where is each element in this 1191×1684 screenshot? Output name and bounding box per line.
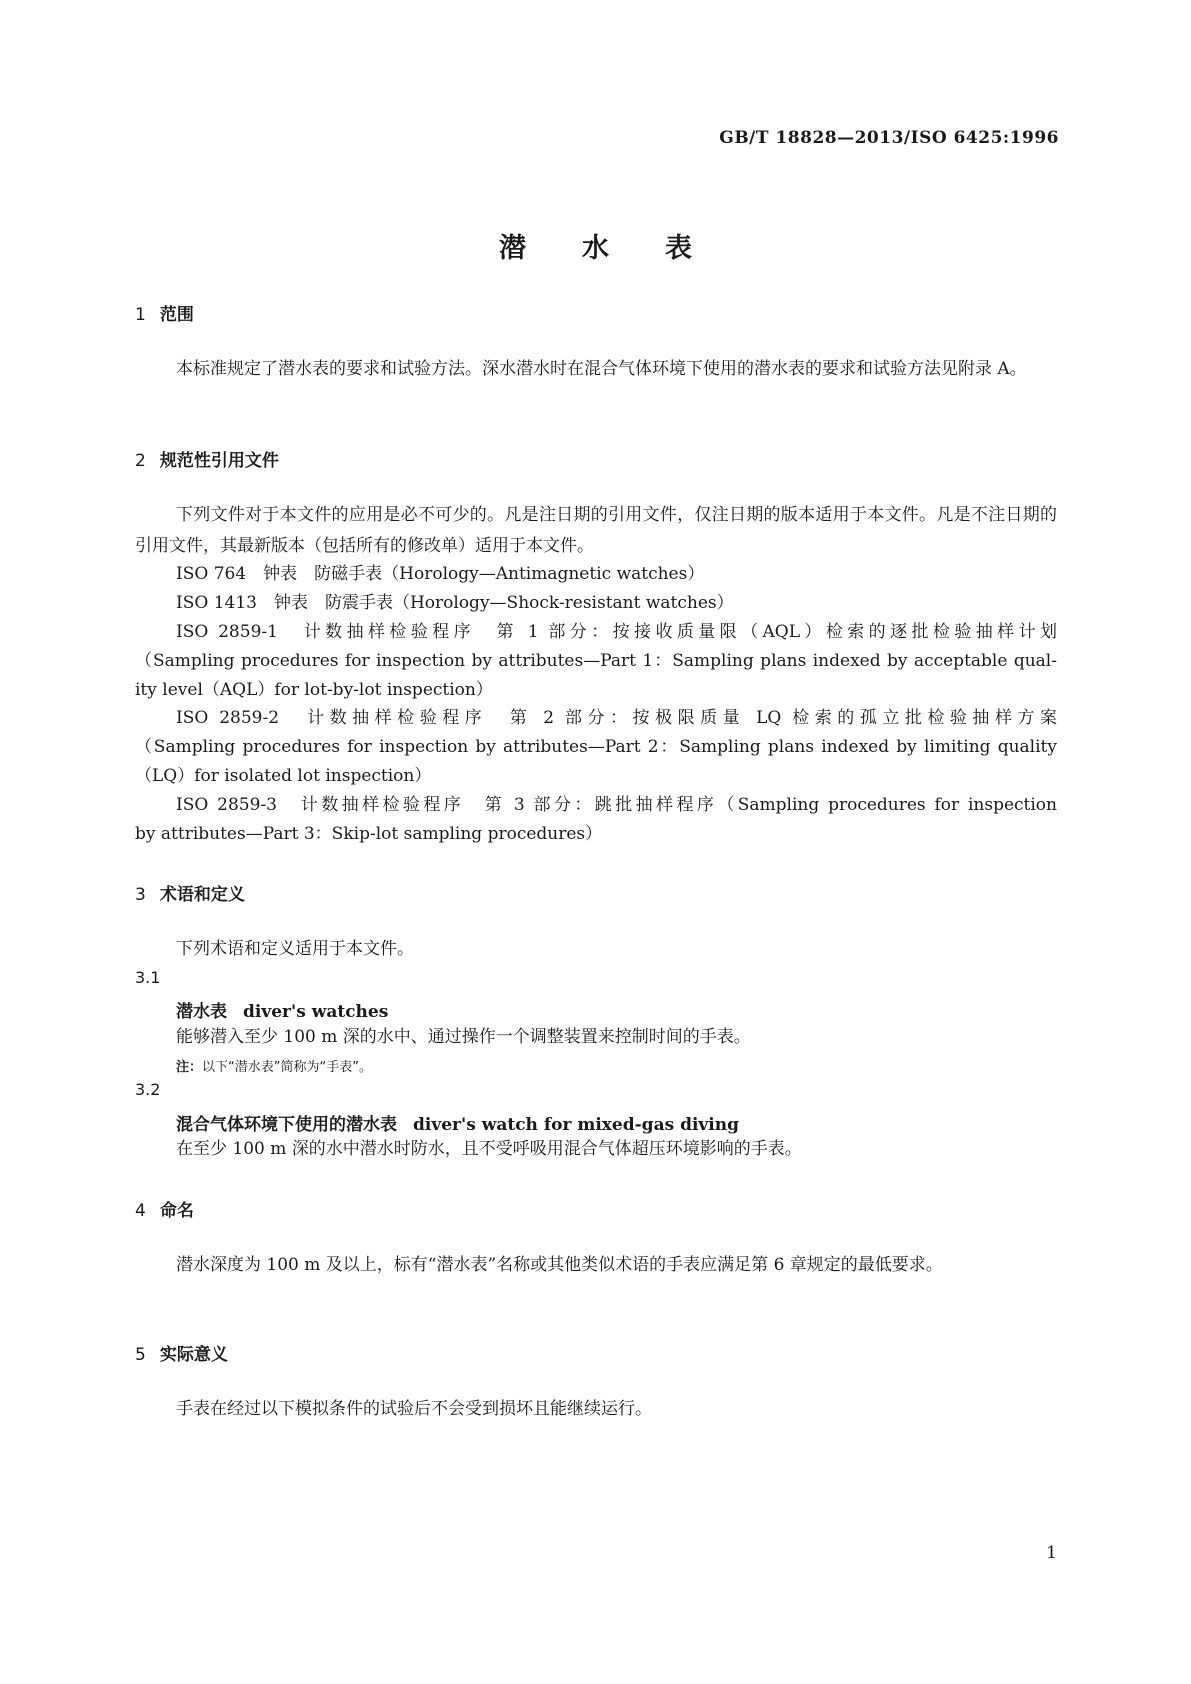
title-char: 表 — [665, 233, 692, 264]
reference-iso-2859-2-line: （LQ）for isolated lot inspection） — [135, 766, 432, 786]
section-title: 实际意义 — [159, 1345, 228, 1365]
reference-iso-2859-3-line: ISO 2859-3 计数抽样检验程序 第 3 部分：跳批抽样程序（Sampling procedures for inspection — [176, 795, 1057, 815]
paragraph-scope: 本标准规定了潜水表的要求和试验方法。深水潜水时在混合气体环境下使用的潜水表的要求和试验方法见附录 A。 — [176, 359, 1027, 379]
section-title: 规范性引用文件 — [159, 451, 279, 471]
section-heading-scope — [135, 300, 194, 325]
section-number: 2 — [135, 451, 146, 471]
section-heading-normative-references — [135, 446, 279, 471]
section-number: 1 — [135, 305, 146, 325]
note-text: 以下“潜水表”简称为“手表”。 — [202, 1060, 372, 1075]
paragraph-practical-significance: 手表在经过以下模拟条件的试验后不会受到损坏且能继续运行。 — [176, 1399, 652, 1419]
term-en: diver's watch for mixed-gas diving — [413, 1115, 740, 1135]
title-char: 水 — [582, 233, 609, 264]
note-label: 注： — [176, 1060, 203, 1075]
section-title: 命名 — [159, 1201, 194, 1221]
section-heading-terms — [135, 880, 245, 905]
page-number: 1 — [1046, 1543, 1057, 1563]
standard-code: GB/T 18828—2013/ISO 6425:1996 — [719, 128, 1059, 148]
reference-iso-764: ISO 764 钟表 防磁手表（Horology—Antimagnetic watches） — [176, 564, 705, 584]
term-title — [176, 997, 388, 1022]
reference-iso-2859-1-line: （Sampling procedures for inspection by attributes—Part 1：Sampling plans indexed by acceptable qual- — [135, 651, 1057, 671]
term-zh: 潜水表 — [176, 1002, 227, 1022]
section-heading-practical-significance — [135, 1340, 228, 1365]
term-number: 3.2 — [135, 1080, 161, 1099]
term-title — [176, 1110, 739, 1135]
title-char: 潜 — [499, 233, 526, 264]
term-en: diver's watches — [243, 1002, 389, 1022]
page-title — [0, 226, 1191, 265]
term-zh: 混合气体环境下使用的潜水表 — [176, 1115, 397, 1135]
section-number: 5 — [135, 1345, 146, 1365]
term-definition: 在至少 100 m 深的水中潜水时防水，且不受呼吸用混合气体超压环境影响的手表。 — [176, 1139, 802, 1159]
section-number: 4 — [135, 1201, 146, 1221]
term-number: 3.1 — [135, 968, 161, 987]
term-definition: 能够潜入至少 100 m 深的水中、通过操作一个调整装置来控制时间的手表。 — [176, 1027, 751, 1047]
paragraph-designation: 潜水深度为 100 m 及以上，标有“潜水表”名称或其他类似术语的手表应满足第 6 章规定的最低要求。 — [176, 1255, 943, 1275]
term-note — [176, 1056, 372, 1075]
reference-iso-1413: ISO 1413 钟表 防震手表（Horology—Shock-resistant watches） — [176, 593, 734, 613]
section-title: 术语和定义 — [159, 885, 245, 905]
terms-intro: 下列术语和定义适用于本文件。 — [176, 939, 414, 959]
section-title: 范围 — [159, 305, 194, 325]
reference-iso-2859-3-line: by attributes—Part 3：Skip-lot sampling procedures） — [135, 824, 603, 844]
reference-iso-2859-1-line: ISO 2859-1 计数抽样检验程序 第 1 部分：按接收质量限（AQL）检索的逐批检验抽样计划 — [176, 622, 1057, 642]
section-heading-designation — [135, 1196, 194, 1221]
paragraph-references-intro: 下列文件对于本文件的应用是必不可少的。凡是注日期的引用文件，仅注日期的版本适用于本文件。凡是不注日期的引用文件，其最新版本（包括所有的修改单）适用于本文件。 — [135, 505, 1057, 556]
reference-iso-2859-2-line: ISO 2859-2 计数抽样检验程序 第 2 部分：按极限质量 LQ 检索的孤立批检验抽样方案 — [176, 708, 1057, 728]
section-number: 3 — [135, 885, 146, 905]
reference-iso-2859-1-line: ity level（AQL）for lot-by-lot inspection） — [135, 680, 493, 700]
reference-iso-2859-2-line: （Sampling procedures for inspection by attributes—Part 2：Sampling plans indexed by limiting quality — [135, 737, 1057, 757]
